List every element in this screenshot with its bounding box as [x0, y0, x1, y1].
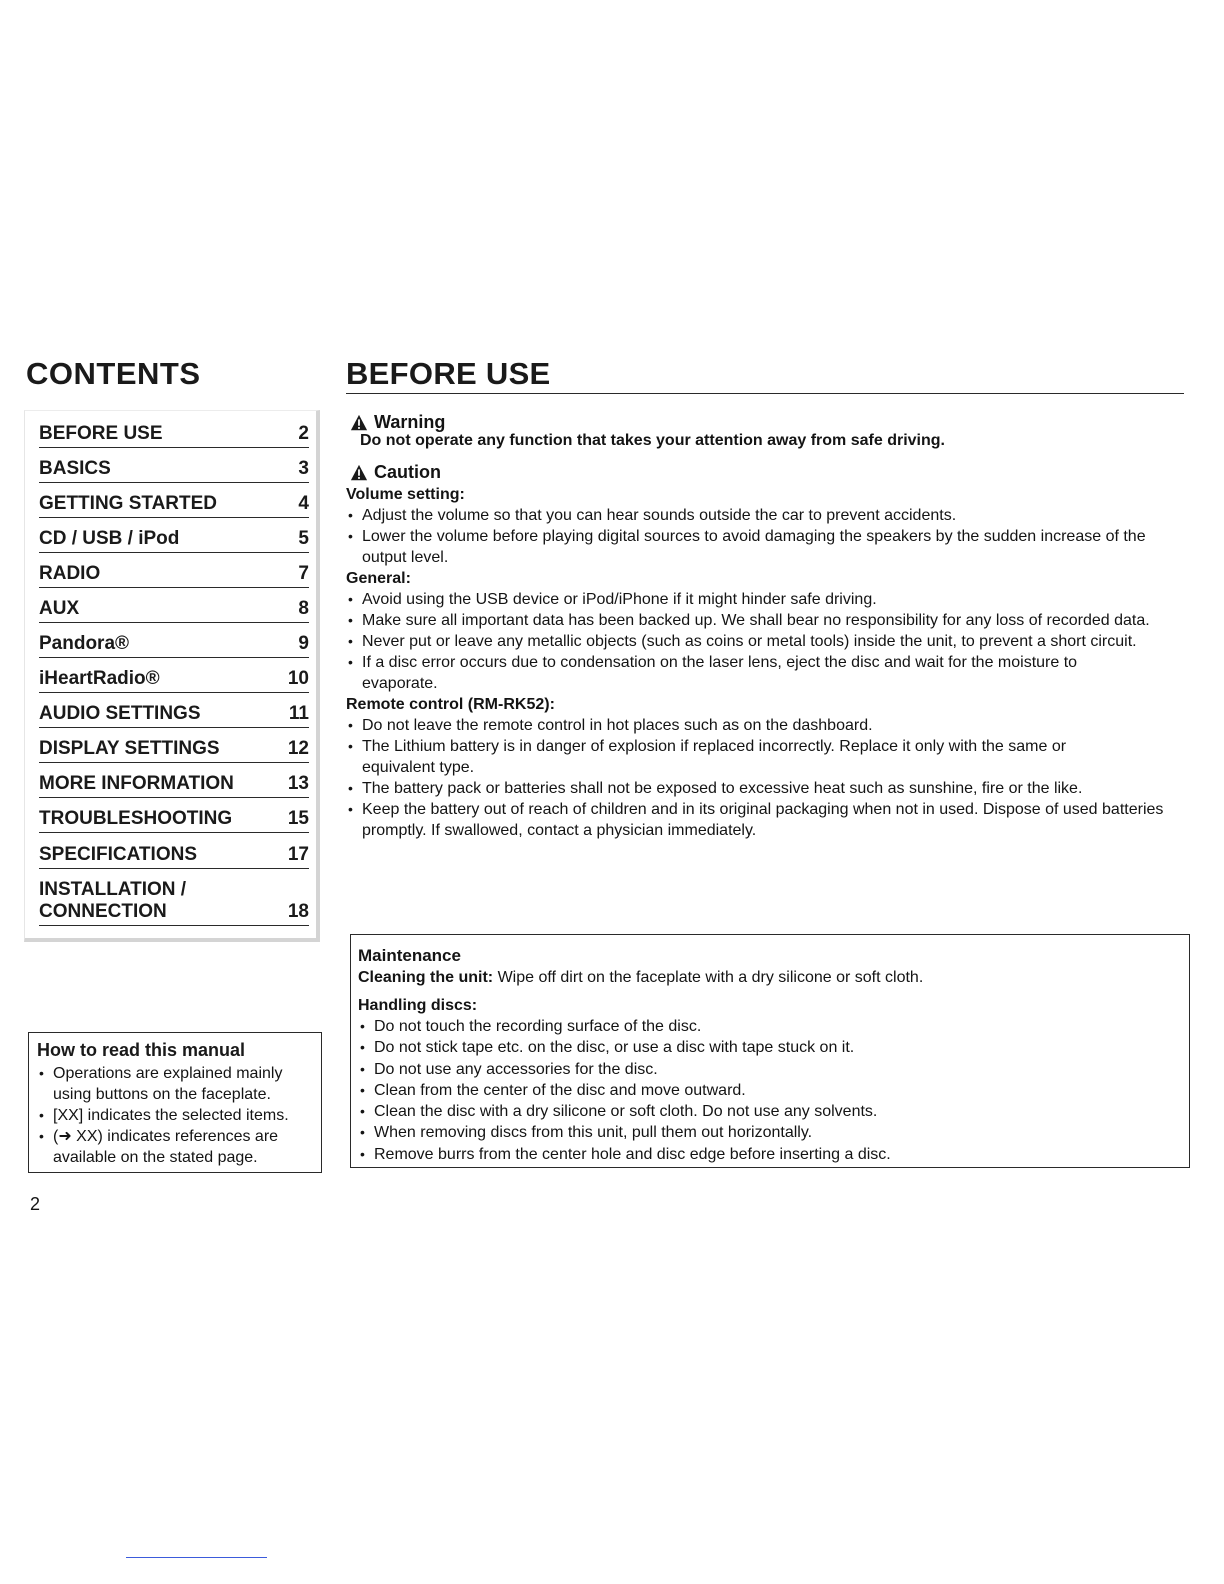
before-use-title: BEFORE USE [346, 356, 551, 391]
list-item: • Operations are explained mainly using buttons on the faceplate. [37, 1063, 313, 1105]
toc-item-page: 10 [287, 668, 309, 689]
toc-item-page: 13 [287, 773, 309, 794]
list-item: • The Lithium battery is in danger of explosion if replaced incorrectly. Replace it only with the same or equivalent type. [346, 736, 1196, 778]
toc-item-label: CD / USB / iPod [39, 528, 180, 549]
caution-icon [350, 464, 368, 482]
list-item: • Do not use any accessories for the disc. [358, 1059, 1181, 1080]
list-item: • Keep the battery out of reach of children and in its original packaging when not in used. Dispose of used batteries promptly. If swallowed, contact a physician immediately. [346, 799, 1196, 841]
warning-heading [350, 412, 445, 433]
toc-item-specifications[interactable] [39, 844, 309, 869]
how-to-read-title: How to read this manual [37, 1040, 246, 1060]
general-heading: General: [346, 570, 411, 587]
toc-item-display-settings[interactable] [39, 738, 309, 763]
toc-item-label: iHeartRadio® [39, 668, 160, 689]
maintenance-box [350, 934, 1190, 1168]
toc-item-label: RADIO [39, 563, 101, 584]
title-rule [346, 393, 1184, 394]
toc-item-radio[interactable] [39, 563, 309, 588]
handling-discs-heading: Handling discs: [358, 997, 478, 1014]
toc-item-page: 3 [298, 458, 309, 479]
toc-item-label-line1: INSTALLATION / [39, 879, 187, 900]
toc-item-label: Pandora® [39, 633, 130, 654]
toc-item-page: 7 [298, 563, 309, 584]
list-item: • [XX] indicates the selected items. [37, 1105, 313, 1126]
caution-label: Caution [374, 462, 441, 482]
cleaning-label: Cleaning the unit: [358, 969, 494, 986]
toc-item-page: 4 [298, 493, 309, 514]
list-item: • If a disc error occurs due to condensation on the laser lens, eject the disc and wait for the moisture to evaporate. [346, 652, 1196, 694]
list-item: • Avoid using the USB device or iPod/iPhone if it might hinder safe driving. [346, 589, 1196, 610]
remote-control-list [346, 715, 1196, 841]
page-number: 2 [30, 1194, 41, 1214]
toc-item-label: BASICS [39, 458, 111, 479]
list-item: • Never put or leave any metallic objects (such as coins or metal tools) inside the unit, to prevent a short circuit. [346, 631, 1196, 652]
footer-rule [126, 1557, 267, 1558]
volume-setting-heading: Volume setting: [346, 486, 465, 503]
list-item: • The battery pack or batteries shall not be exposed to excessive heat such as sunshine, fire or the like. [346, 778, 1196, 799]
toc-item-basics[interactable] [39, 458, 309, 483]
how-to-read-box [28, 1032, 322, 1173]
warning-icon [350, 414, 368, 432]
toc-item-audio-settings[interactable] [39, 703, 309, 728]
volume-setting-list [346, 505, 1196, 568]
general-list [346, 589, 1196, 694]
toc-item-pandora[interactable] [39, 633, 309, 658]
toc-item-label [39, 879, 186, 923]
list-item: • Adjust the volume so that you can hear sounds outside the car to prevent accidents. [346, 505, 1196, 526]
toc-item-label: TROUBLESHOOTING [39, 808, 233, 829]
handling-discs-list [358, 1016, 1181, 1165]
how-to-read-list [37, 1063, 313, 1168]
warning-text: Do not operate any function that takes your attention away from safe driving. [360, 432, 945, 449]
toc-item-getting-started[interactable] [39, 493, 309, 518]
list-item: • Lower the volume before playing digital sources to avoid damaging the speakers by the sudden increase of the output level. [346, 526, 1196, 568]
toc-item-before-use[interactable] [39, 423, 309, 448]
toc-item-label-line2: CONNECTION [39, 901, 167, 922]
cleaning-text: Wipe off dirt on the faceplate with a dry silicone or soft cloth. [497, 969, 924, 986]
list-item: • (➜ XX) indicates references are available on the stated page. [37, 1126, 313, 1168]
maintenance-title: Maintenance [358, 946, 461, 965]
toc-item-aux[interactable] [39, 598, 309, 623]
list-item: • Remove burrs from the center hole and disc edge before inserting a disc. [358, 1144, 1181, 1165]
list-item: • Do not leave the remote control in hot places such as on the dashboard. [346, 715, 1196, 736]
toc-item-label: MORE INFORMATION [39, 773, 234, 794]
toc-item-iheartradio[interactable] [39, 668, 309, 693]
warning-label: Warning [374, 412, 446, 432]
toc-item-page: 5 [298, 528, 309, 549]
toc-item-more-information[interactable] [39, 773, 309, 798]
list-item: • Clean from the center of the disc and move outward. [358, 1080, 1181, 1101]
toc-item-page: 15 [287, 808, 309, 829]
toc-item-page: 9 [298, 633, 309, 654]
toc-item-page: 8 [298, 598, 309, 619]
list-item: • Do not stick tape etc. on the disc, or use a disc with tape stuck on it. [358, 1037, 1181, 1058]
caution-heading [350, 462, 441, 483]
toc-item-cd-usb-ipod[interactable] [39, 528, 309, 553]
toc-item-installation-connection[interactable] [39, 879, 309, 926]
toc-item-page: 2 [298, 423, 309, 444]
toc-item-page: 17 [287, 844, 309, 865]
list-item: • Clean the disc with a dry silicone or soft cloth. Do not use any solvents. [358, 1101, 1181, 1122]
list-item: • When removing discs from this unit, pull them out horizontally. [358, 1122, 1181, 1143]
toc-item-label: SPECIFICATIONS [39, 844, 197, 865]
toc-item-troubleshooting[interactable] [39, 808, 309, 833]
remote-control-heading: Remote control (RM-RK52): [346, 696, 555, 713]
toc-item-page: 18 [287, 901, 309, 922]
list-item: • Do not touch the recording surface of the disc. [358, 1016, 1181, 1037]
list-item: • Make sure all important data has been backed up. We shall bear no responsibility for any loss of recorded data. [346, 610, 1196, 631]
cleaning-paragraph [358, 967, 1181, 988]
toc-item-page: 11 [288, 703, 309, 724]
contents-title: CONTENTS [26, 356, 201, 391]
toc-item-label: AUDIO SETTINGS [39, 703, 201, 724]
toc-item-label: DISPLAY SETTINGS [39, 738, 220, 759]
toc-item-label: AUX [39, 598, 80, 619]
toc-item-label: BEFORE USE [39, 423, 163, 444]
table-of-contents [24, 410, 320, 942]
toc-item-label: GETTING STARTED [39, 493, 218, 514]
toc-item-page: 12 [287, 738, 309, 759]
caution-body [346, 484, 1196, 841]
